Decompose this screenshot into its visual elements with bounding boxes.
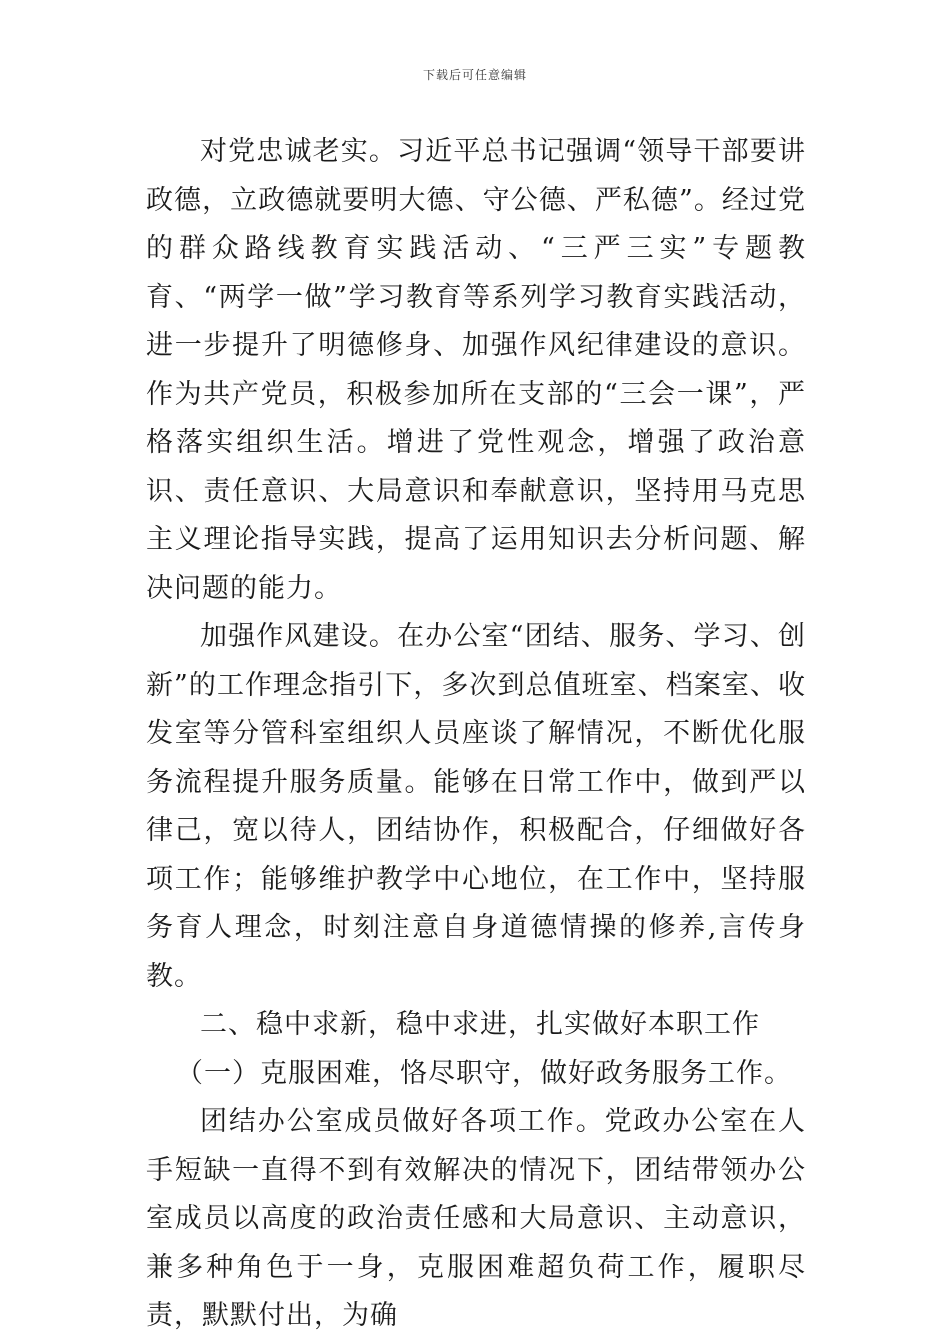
section-heading: 二、稳中求新，稳中求进，扎实做好本职工作: [200, 1009, 760, 1040]
paragraph-work-style: 加强作风建设。在办公室“团结、服务、学习、创新”的工作理念指引下，多次到总值班室、档案室、收发室等分管科室组织人员座谈了解情况，不断优化服务流程提升服务质量。能够在日常工作中，做到严以律己，宽以待人，团结协作，积极配合，仔细做好各项工作；能够维护教学中心地位，在工作中，坚持服务育人理念，时刻注意自身道德情操的修养,言传身教。: [146, 621, 806, 992]
paragraph-loyalty: 对党忠诚老实。习近平总书记强调“领导干部要讲政德，立政德就要明大德、守公德、严私德”。经过党的群众路线教育实践活动、“三严三实”专题教育、“两学一做”学习教育等系列学习教育实践活动，进一步提升了明德修身、加强作风纪律建设的意识。作为共产党员，积极参加所在支部的“三会一课”，严格落实组织生活。增进了党性观念，增强了政治意识、责任意识、大局意识和奉献意识，坚持用马克思主义理论指导实践，提高了运用知识去分析问题、解决问题的能力。: [146, 136, 806, 604]
page-header: 下载后可任意编辑: [422, 68, 527, 82]
paragraph-team: 团结办公室成员做好各项工作。党政办公室在人手短缺一直得不到有效解决的情况下，团结带领办公室成员以高度的政治责任感和大局意识、主动意识，兼多种角色于一身，克服困难超负荷工作，履职尽责，默默付出，为确: [146, 1106, 806, 1331]
document-body: [146, 128, 806, 1341]
subsection-heading: （一）克服困难，恪尽职守，做好政务服务工作。: [176, 1057, 792, 1089]
